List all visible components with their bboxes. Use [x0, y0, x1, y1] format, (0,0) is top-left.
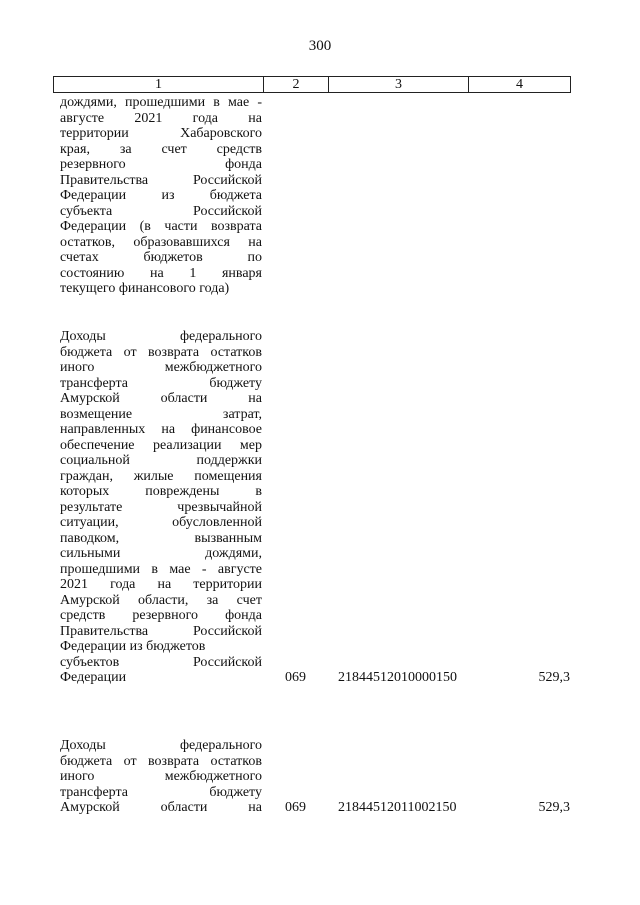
description-line: сильными дождями, [60, 546, 262, 561]
description-line: иного межбюджетного [60, 769, 262, 784]
description-line: бюджета от возврата остатков [60, 344, 262, 360]
budget-code: 21844512011002150 [338, 800, 457, 815]
description-line: которых повреждены в [60, 484, 262, 499]
description-line: Федерации из бюджета [60, 188, 262, 203]
description-line: бюджета от возврата остатков [60, 753, 262, 769]
page-number: 300 [308, 38, 332, 54]
description-line: трансферта бюджету [60, 784, 262, 800]
column-header-row [54, 77, 571, 93]
description-line: резервного фонда [60, 157, 262, 172]
description-line: обеспечение реализации мер [60, 437, 262, 453]
description-line: Федерации из бюджетов [60, 639, 206, 654]
description-line: результате чрезвычайной [60, 499, 262, 515]
description-line: Правительства Российской [60, 623, 262, 639]
description-line: Амурской области на [60, 391, 262, 406]
description-line: дождями, прошедшими в мае - [60, 95, 262, 110]
row-description [60, 329, 262, 686]
row-description [60, 95, 262, 297]
table-row [60, 329, 570, 686]
description-line: Федерации [60, 670, 127, 685]
description-line: счетах бюджетов по [60, 250, 262, 265]
description-line: субъекта Российской [60, 203, 262, 219]
amount: 529,3 [538, 800, 570, 815]
description-line: направленных на финансовое [60, 422, 262, 437]
description-line: социальной поддержки [60, 453, 262, 468]
description-line: Правительства Российской [60, 172, 262, 188]
description-line: трансферта бюджету [60, 375, 262, 391]
column-header-table [53, 76, 571, 93]
admin-code: 069 [285, 800, 306, 815]
column-header-3: 3 [329, 77, 469, 93]
description-line: субъектов Российской [60, 654, 262, 670]
row-description [60, 738, 262, 816]
description-line: Федерации (в части возврата [60, 219, 262, 234]
column-header-1: 1 [54, 77, 264, 93]
description-line: Амурской области на [60, 800, 262, 815]
description-line: возмещение затрат, [60, 406, 262, 422]
description-line: августе 2021 года на [60, 110, 262, 126]
description-line: 2021 года на территории [60, 577, 262, 592]
description-line: состоянию на 1 января [60, 265, 262, 281]
description-line: территории Хабаровского [60, 126, 262, 141]
description-line: остатков, образовавшихся на [60, 234, 262, 250]
description-line: ситуации, обусловленной [60, 515, 262, 530]
description-line: Доходы федерального [60, 738, 262, 753]
description-line: текущего финансового года) [60, 281, 230, 296]
description-line: прошедшими в мае - августе [60, 561, 262, 577]
description-line: средств резервного фонда [60, 608, 262, 623]
admin-code: 069 [285, 670, 306, 685]
description-line: паводком, вызванным [60, 530, 262, 546]
table-row [60, 95, 570, 297]
column-header-4: 4 [469, 77, 571, 93]
amount: 529,3 [538, 670, 570, 685]
description-line: края, за счет средств [60, 141, 262, 157]
column-header-2: 2 [264, 77, 329, 93]
description-line: Доходы федерального [60, 329, 262, 344]
description-line: Амурской области, за счет [60, 592, 262, 608]
budget-code: 21844512010000150 [338, 670, 457, 685]
description-line: граждан, жилые помещения [60, 468, 262, 484]
description-line: иного межбюджетного [60, 360, 262, 375]
table-row [60, 738, 570, 816]
